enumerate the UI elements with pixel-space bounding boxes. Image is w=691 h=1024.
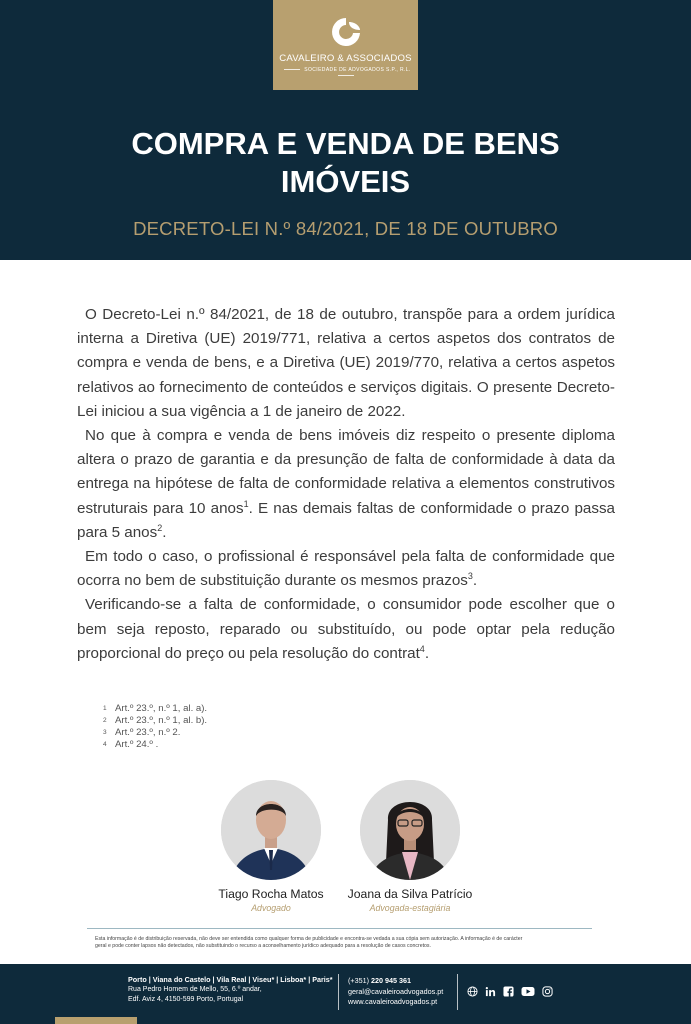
paragraph-3	[77, 545, 615, 593]
firm-logo-icon	[330, 16, 362, 48]
footnote-text: Art.º 23.º, n.º 1, al. a).	[115, 703, 208, 714]
footer-separator	[338, 974, 339, 1010]
footer-phone	[348, 976, 411, 985]
logo-subtitle: SOCIEDADE DE ADVOGADOS S.P., R.L.	[273, 67, 418, 79]
avatar	[221, 780, 321, 880]
paragraph-2-text-b: . E nas demais faltas de conformidade o prazo passa para 5 anos	[77, 499, 615, 541]
footer-address-1: Rua Pedro Homem de Mello, 55, 6.º andar,	[128, 986, 262, 993]
paragraph-1: O Decreto-Lei n.º 84/2021, de 18 de outubro, transpõe para a ordem jurídica interna a Diretiva (UE) 2019/771, relativa a certos aspetos dos contratos de compra e venda de bens, e a Diretiva (UE) 2019/770, relativa a certos aspetos relativos ao fornecimento de conteúdos e serviços digitais. O presente Decreto-Lei iniciou a sua vigência a 1 de janeiro de 2022.	[77, 306, 615, 420]
avatar	[360, 780, 460, 880]
paragraph-2-text-c: .	[162, 523, 167, 541]
paragraph-2-text-a: No que à compra e venda de bens imóveis diz respeito o presente diploma altera o prazo de garantia e da presunção de falta de conformidade à data da entrega na hipótese de falta de conformidade relativa a elementos construtivos estruturais para 10 anos	[77, 427, 615, 517]
footnote	[103, 715, 207, 727]
footnote-text: Art.º 23.º, n.º 2.	[115, 727, 181, 738]
paragraph-4-text-b: .	[424, 644, 430, 662]
footer-cities: Porto | Viana do Castelo | Vila Real | Viseu* | Lisboa* | Paris*	[128, 975, 333, 984]
page-title	[40, 125, 651, 201]
youtube-icon[interactable]	[521, 984, 535, 995]
disclaimer-line-1: Esta informação é de distribuição reservada, não deve ser entendida como qualquer forma de publicidade e encontra-se vedada a sua cópia sem autorização. A informação é de carácter	[95, 936, 523, 942]
disclaimer-line-2: geral e pode conter lapsos não detectados, não substituindo o recurso a aconselhamento jurídico adequado para a resolução de casos concretos.	[95, 943, 431, 949]
author-name: Tiago Rocha Matos	[218, 887, 324, 901]
paragraph-3-text-a: Em todo o caso, o profissional é responsável pela falta de conformidade que ocorra no bem de substituição durante os mesmos prazos	[77, 548, 615, 590]
header	[0, 0, 691, 260]
paragraph-2	[77, 424, 615, 545]
footer-address-2: Edf. Aviz 4, 4150-599 Porto, Portugal	[128, 996, 244, 1003]
author-name: Joana da Silva Patrício	[347, 887, 473, 901]
title-line-2: IMÓVEIS	[280, 164, 411, 199]
footnote-text: Art.º 23.º, n.º 1, al. b).	[115, 715, 208, 726]
footnote-ref-1: 1	[243, 498, 249, 509]
footnotes	[103, 703, 207, 751]
article-body	[77, 303, 615, 666]
facebook-icon[interactable]	[503, 984, 514, 995]
paragraph-3-text-b: .	[472, 572, 478, 590]
footer-email[interactable]: geral@cavaleiroadvogados.pt	[348, 987, 444, 996]
footer	[0, 964, 691, 1024]
instagram-icon[interactable]	[542, 984, 553, 995]
author-card-2	[340, 780, 480, 913]
footer-website[interactable]: www.cavaleiroadvogados.pt	[348, 997, 438, 1006]
linkedin-icon[interactable]	[485, 984, 496, 995]
person-photo-icon	[221, 780, 321, 880]
page-subtitle: DECRETO-LEI N.º 84/2021, DE 18 DE OUTUBRO	[133, 218, 558, 239]
paragraph-4-text-a: Verificando-se a falta de conformidade, o consumidor pode escolher que o bem seja reposto, reparado ou substituído, ou pode optar pela redução proporcional do preço ou pela resolução do contrat	[77, 596, 615, 662]
footnote	[103, 703, 207, 715]
logo	[273, 0, 418, 90]
footnote	[103, 727, 207, 739]
person-photo-icon	[360, 780, 460, 880]
footnote-ref-4: 4	[419, 643, 425, 654]
footnote-number: 3	[103, 729, 107, 736]
social-icons	[467, 984, 553, 995]
footnote	[103, 739, 207, 751]
footnote-number: 2	[103, 717, 107, 724]
footnote-ref-3: 3	[467, 571, 473, 582]
footnote-number: 4	[103, 741, 107, 748]
footer-separator	[457, 974, 458, 1010]
author-role: Advogado	[251, 903, 291, 913]
footer-accent-bar	[55, 1017, 137, 1024]
paragraph-4	[77, 593, 615, 666]
footnote-text: Art.º 24.º .	[115, 739, 159, 750]
disclaimer	[95, 936, 595, 950]
divider	[87, 928, 592, 929]
logo-name: CAVALEIRO & ASSOCIADOS	[279, 53, 412, 64]
phone-number[interactable]: 220 945 361	[370, 976, 411, 985]
phone-prefix: (+351)	[348, 976, 371, 985]
author-card-1	[201, 780, 341, 913]
author-role: Advogada-estagiária	[369, 903, 451, 913]
footnote-ref-2: 2	[157, 522, 163, 533]
title-line-1: COMPRA E VENDA DE BENS	[131, 126, 560, 161]
footnote-number: 1	[103, 705, 107, 712]
globe-icon[interactable]	[467, 984, 478, 995]
